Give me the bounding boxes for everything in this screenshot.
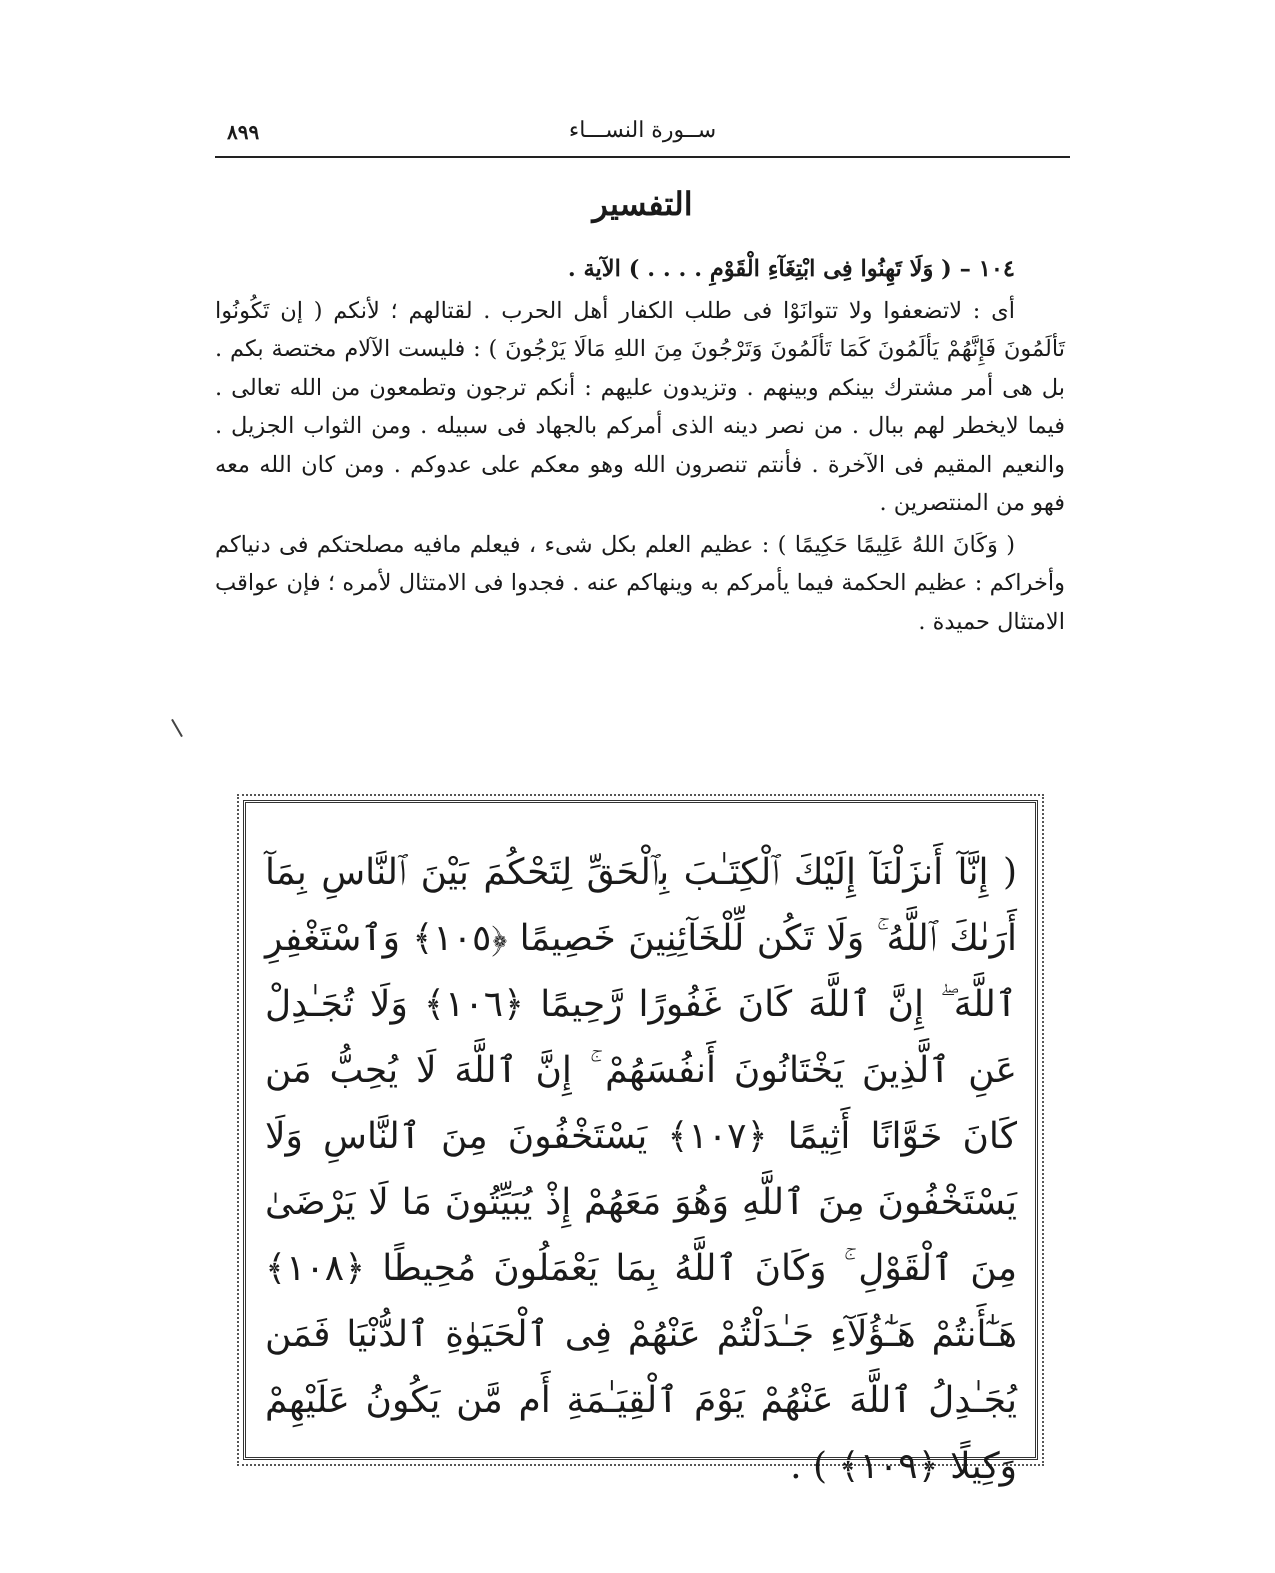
commentary-paragraph-2: ( وَكَانَ اللهُ عَلِيمًا حَكِيمًا ) : عظيم العلم بكل شىء ، فيعلم مافيه مصلحتكم فى دنياكم وأخراكم : عظيم الحكمة فيما يأمركم به وينهاكم عنه . فجدوا فى الامتثال لأمره ؛ فإن عواقب الامتثال حميدة . [215, 531, 1065, 635]
section-title: التفسير [592, 185, 693, 223]
page-number: ٨٩٩ [227, 120, 260, 144]
verse-reference: ١٠٤ – ( وَلَا تَهِنُوا فِى ابْتِغَآءِ الْقَوْمِ . . . . ) الآية . [567, 256, 1015, 282]
running-title: ســورة النســـاء [568, 118, 717, 143]
commentary-body [215, 250, 1065, 641]
quran-verses: ( إِنَّآ أَنزَلْنَآ إِلَيْكَ ٱلْكِتَـٰبَ بِٱلْحَقِّ لِتَحْكُمَ بَيْنَ ٱلنَّاسِ بِمَآ أَرَىٰكَ ٱللَّهُ ۚ وَلَا تَكُن لِّلْخَآئِنِينَ خَصِيمًا ﴿١٠٥﴾ وَٱسْتَغْفِرِ ٱللَّهَ ۖ إِنَّ ٱللَّهَ كَانَ غَفُورًا رَّحِيمًا ﴿١٠٦﴾ وَلَا تُجَـٰدِلْ عَنِ ٱلَّذِينَ يَخْتَانُونَ أَنفُسَهُمْ ۚ إِنَّ ٱللَّهَ لَا يُحِبُّ مَن كَانَ خَوَّانًا أَثِيمًا ﴿١٠٧﴾ يَسْتَخْفُونَ مِنَ ٱلنَّاسِ وَلَا يَسْتَخْفُونَ مِنَ ٱللَّهِ وَهُوَ مَعَهُمْ إِذْ يُبَيِّتُونَ مَا لَا يَرْضَىٰ مِنَ ٱلْقَوْلِ ۚ وَكَانَ ٱللَّهُ بِمَا يَعْمَلُونَ مُحِيطًا ﴿١٠٨﴾ هَـٰٓأَنتُمْ هَـٰٓؤُلَآءِ جَـٰدَلْتُمْ عَنْهُمْ فِى ٱلْحَيَوٰةِ ٱلدُّنْيَا فَمَن يُجَـٰدِلُ ٱللَّهَ عَنْهُمْ يَوْمَ ٱلْقِيَـٰمَةِ أَم مَّن يَكُونُ عَلَيْهِمْ وَكِيلًا ﴿١٠٩﴾ ) . [265, 852, 1017, 1487]
commentary-paragraph-1: أى : لاتضعفوا ولا تتوانَوْا فى طلب الكفار أهل الحرب . لقتالهم ؛ لأنكم ( إن تَكُونُوا تَألَمُونَ فَإِنَّهُمْ يَألَمُونَ كَمَا تَألَمُونَ وَتَرْجُونَ مِنَ اللهِ مَالَا يَرْجُونَ ) : فليست الآلام مختصة بكم . بل هى أمر مشترك بينكم وبينهم . وتزيدون عليهم : أنكم ترجون وتطمعون من الله تعالى . فيما لايخطر لهم ببال . من نصر دينه الذى أمركم بالجهاد فى سبيله . ومن الثواب الجزيل . والنعيم المقيم فى الآخرة . فأنتم تنصرون الله وهو معكم على عدوكم . ومن كان الله معه فهو من المنتصرين . [215, 297, 1065, 516]
page-header [215, 112, 1070, 158]
stray-mark [171, 719, 183, 737]
